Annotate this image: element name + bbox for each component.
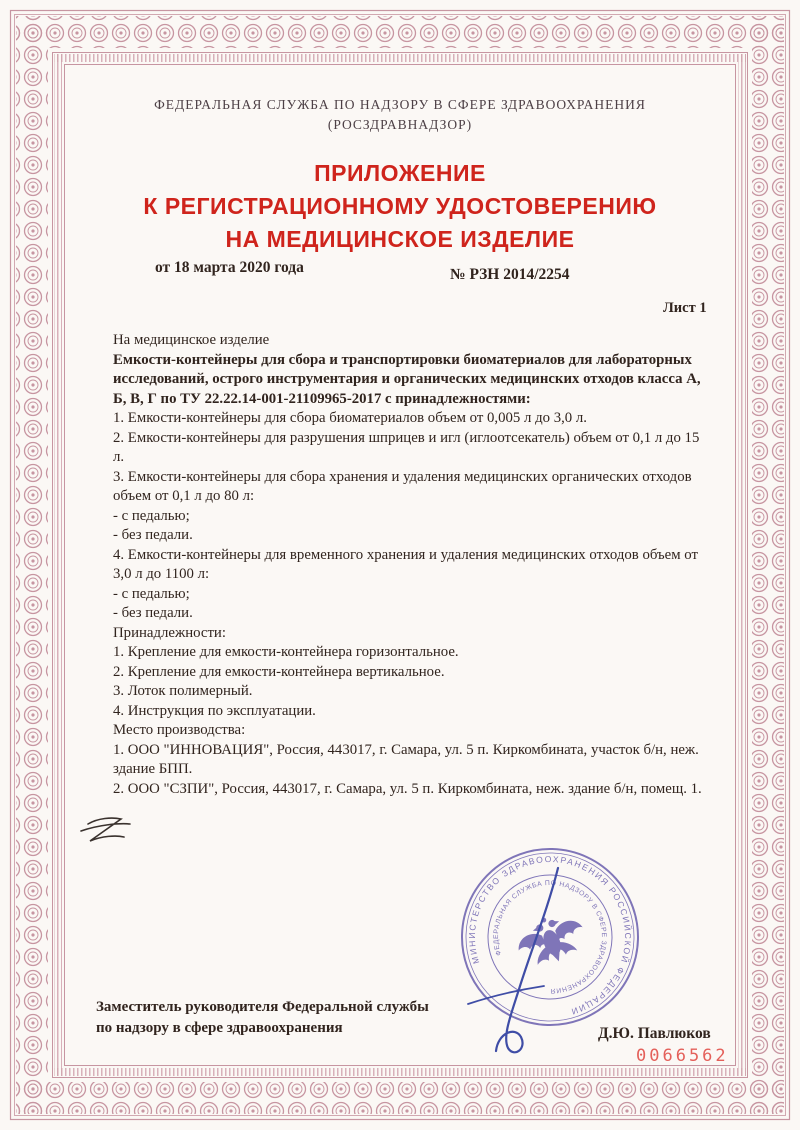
- body-paragraph: Место производства:: [113, 722, 246, 738]
- authority-short-name: (РОСЗДРАВНАДЗОР): [327, 117, 473, 132]
- registration-number: № РЗН 2014/2254: [450, 266, 570, 283]
- signer-position-line-2: по надзору в сфере здравоохранения: [96, 1020, 343, 1036]
- sheet-number: Лист 1: [663, 300, 707, 316]
- body-paragraph: - без педали.: [113, 605, 193, 621]
- body-paragraph: Емкости-контейнеры для сбора и транспортировки биоматериалов для лабораторных исследований, острого инструментария и органических медицинских отходов класса А, Б, В, Г по ТУ 22.22.14-001-21109965-2017 с принадлежностями:: [113, 351, 701, 407]
- body-paragraph: 4. Емкости-контейнеры для временного хранения и удаления медицинских отходов объем от 3,0 л до 1100 л:: [113, 546, 698, 582]
- signer-position-line-1: Заместитель руководителя Федеральной службы: [96, 999, 429, 1015]
- serial-number: 0066562: [636, 1046, 729, 1066]
- issuing-authority: [0, 97, 800, 133]
- stamp-outer-text: МИНИСТЕРСТВО ЗДРАВООХРАНЕНИЯ РОССИЙСКОЙ ФЕДЕРАЦИИ: [466, 853, 634, 1018]
- body-paragraph: 2. Крепление для емкости-контейнера вертикальное.: [113, 663, 445, 680]
- document-body: [113, 331, 712, 799]
- body-paragraph: 1. ООО "ИННОВАЦИЯ", Россия, 443017, г. Самара, ул. 5 п. Киркомбината, участок б/н, неж. здание БПП.: [113, 741, 699, 777]
- signer-name: Д.Ю. Павлюков: [598, 1025, 711, 1042]
- body-paragraph: 2. ООО "СЗПИ", Россия, 443017, г. Самара, ул. 5 п. Киркомбината, неж. здание б/н, помещ. 1.: [113, 780, 702, 797]
- body-paragraph: 4. Инструкция по эксплуатации.: [113, 702, 316, 719]
- body-paragraph: На медицинское изделие: [113, 332, 270, 348]
- body-paragraph: Принадлежности:: [113, 624, 226, 641]
- authority-name: ФЕДЕРАЛЬНАЯ СЛУЖБА ПО НАДЗОРУ В СФЕРЕ ЗДРАВООХРАНЕНИЯ: [154, 97, 646, 112]
- title-line-1: ПРИЛОЖЕНИЕ: [314, 160, 486, 186]
- stamp-inner-text: ФЕДЕРАЛЬНАЯ СЛУЖБА ПО НАДЗОРУ В СФЕРЕ ЗДРАВООХРАНЕНИЯ: [492, 879, 608, 995]
- document-title: [0, 157, 800, 256]
- body-paragraph: - без педали.: [113, 527, 193, 543]
- title-line-3: НА МЕДИЦИНСКОЕ ИЗДЕЛИЕ: [225, 226, 575, 252]
- body-paragraph: 3. Емкости-контейнеры для сбора хранения и удаления медицинских органических отходов объем от 0,1 л до 80 л:: [113, 468, 692, 504]
- body-paragraph: 1. Крепление для емкости-контейнера горизонтальное.: [113, 644, 459, 660]
- body-paragraph: 2. Емкости-контейнеры для разрушения шприцев и игл (иглоотсекатель) объем от 0,1 л до 15 л.: [113, 429, 700, 465]
- title-line-2: К РЕГИСТРАЦИОННОМУ УДОСТОВЕРЕНИЮ: [143, 193, 657, 219]
- body-paragraph: - с педалью;: [113, 585, 190, 602]
- body-paragraph: 1. Емкости-контейнеры для сбора биоматериалов объем от 0,005 л до 3,0 л.: [113, 410, 587, 426]
- signer-position: [96, 997, 429, 1039]
- body-paragraph: 3. Лоток полимерный.: [113, 683, 253, 699]
- issue-date: от 18 марта 2020 года: [155, 259, 304, 276]
- body-paragraph: - с педалью;: [113, 507, 190, 524]
